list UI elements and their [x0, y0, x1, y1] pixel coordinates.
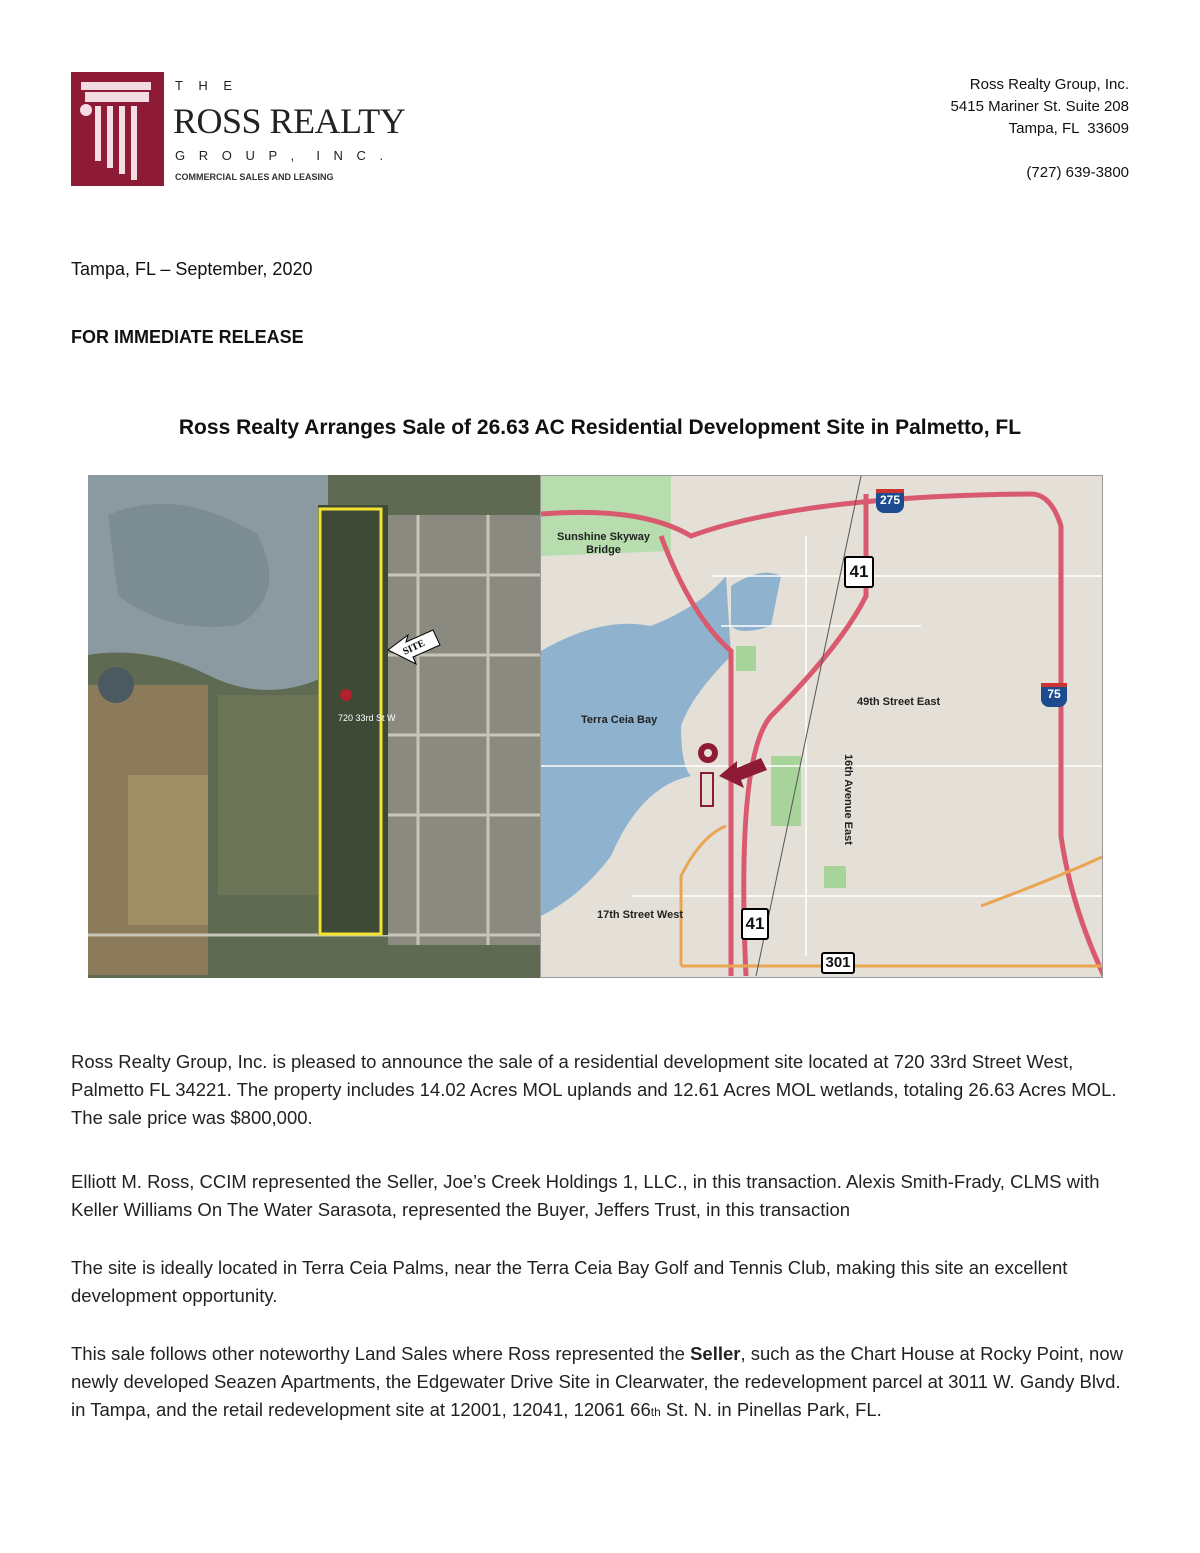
text: This sale follows other noteworthy Land Sales where Ross represented the	[71, 1343, 691, 1364]
logo-group: G R O U P , I N C .	[175, 148, 389, 163]
company-address	[951, 74, 1129, 184]
dateline: Tampa, FL – September, 2020	[71, 259, 313, 279]
label-16th-avenue-east: 16th Avenue East	[842, 754, 854, 845]
us-301-shield: 301	[821, 952, 855, 974]
aerial-photo	[88, 475, 540, 978]
site-arrow-label: SITE	[401, 637, 427, 658]
site-pointer-arrow-icon	[719, 758, 767, 788]
label-17th-street-west: 17th Street West	[597, 909, 683, 921]
seller-emphasis: Seller	[690, 1343, 741, 1364]
headline: Ross Realty Arranges Sale of 26.63 AC Residential Development Site in Palmetto, FL	[178, 416, 1022, 439]
address-company: Ross Realty Group, Inc.	[969, 76, 1129, 93]
logo-name: ROSS REALTY	[173, 101, 406, 141]
interstate-75-shield: 75	[1041, 683, 1067, 707]
us-41-shield-south: 41	[741, 908, 769, 940]
label-terra-ceia-bay: Terra Ceia Bay	[581, 714, 658, 726]
label-sunshine-skyway-bridge: Sunshine Skyway Bridge	[557, 531, 650, 556]
interstate-275-shield: 275	[876, 489, 904, 513]
company-logo	[71, 72, 411, 188]
logo-the: T H E	[175, 78, 238, 93]
site-pin-label: 720 33rd St W	[338, 713, 396, 723]
ordinal-suffix: th	[650, 1405, 661, 1419]
logo-tagline: COMMERCIAL SALES AND LEASING	[175, 172, 334, 182]
location-map	[540, 475, 1103, 978]
text: , such as the Chart House at Rocky Point, now newly developed Seazen Apartments, the Edgewater Drive Site in Clearwater, the redevelopment parcel at 3011 W. Gandy Blvd. in Tampa, and the retail redevelopment site at 12001, 12041, 12061 66	[71, 1343, 1123, 1420]
paragraph-prior-sales	[71, 1340, 1136, 1426]
address-city: Tampa, FL 33609	[1008, 120, 1129, 137]
paragraph-location: The site is ideally located in Terra Ceia Palms, near the Terra Ceia Bay Golf and Tennis Club, making this site an excellent development opportunity.	[71, 1257, 1068, 1306]
text: St. N. in Pinellas Park, FL.	[660, 1399, 882, 1420]
label-49th-street-east: 49th Street East	[857, 696, 941, 708]
paragraph-representation: Elliott M. Ross, CCIM represented the Seller, Joe’s Creek Holdings 1, LLC., in this transaction. Alexis Smith-Frady, CLMS with Keller Williams On The Water Sarasota, represented the Buyer, Jeffers Trust, in this transaction	[71, 1171, 1100, 1220]
paragraph-sale-announcement: Ross Realty Group, Inc. is pleased to announce the sale of a residential development site located at 720 33rd Street West, Palmetto FL 34221. The property includes 14.02 Acres MOL uplands and 12.61 Acres MOL wetlands, totaling 26.63 Acres MOL. The sale price was $800,000.	[71, 1051, 1117, 1128]
us-41-shield: 41	[844, 556, 874, 588]
release-label: FOR IMMEDIATE RELEASE	[71, 327, 304, 347]
column-logo-icon	[71, 72, 164, 186]
address-street: 5415 Mariner St. Suite 208	[950, 98, 1129, 115]
address-phone: (727) 639-3800	[1026, 164, 1129, 181]
